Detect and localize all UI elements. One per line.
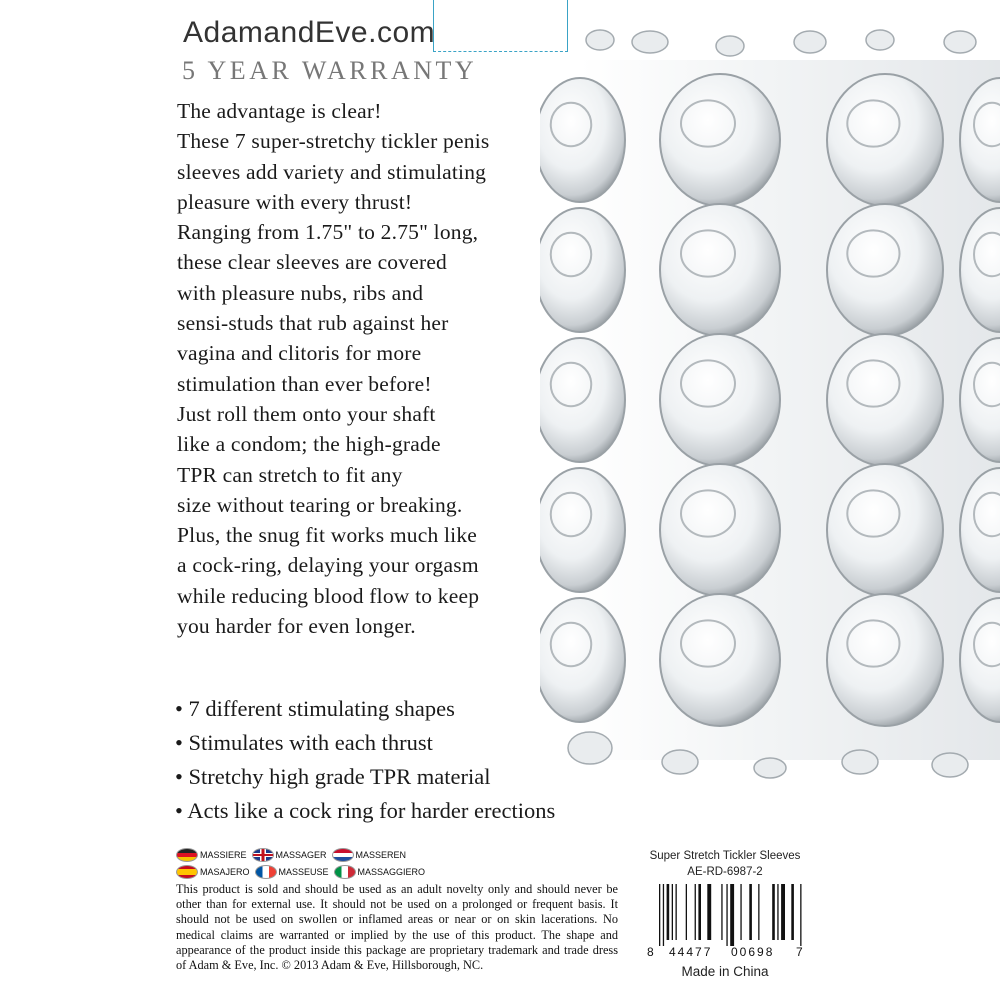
sleeve-nubs (540, 74, 1000, 726)
description-line: you harder for even longer. (177, 614, 416, 639)
description-line: Just roll them onto your shaft (177, 401, 436, 426)
description-line: TPR can stretch to fit any (177, 462, 403, 487)
description-line: while reducing blood flow to keep (177, 583, 480, 608)
country-of-origin: Made in China (681, 964, 769, 979)
brand-logo: AdamandEve.com (183, 16, 436, 49)
language-flags (176, 846, 456, 880)
barcode-bar (686, 884, 687, 940)
description-line: Ranging from 1.75" to 2.75" long, (177, 220, 479, 245)
language-item-english (252, 848, 327, 862)
legal-disclaimer: This product is sold and should be used as an adult novelty only and should never be other than for external use. It should not be used on a prolonged or frequent basis. It should not be used on swollen or inflamed areas or near or on skin lacerations. No medical claims are warranted or implied by the use of this product. The shape and appearance of the product inside this package are proprietary trademark and trade dress of Adam & Eve, Inc. © 2013 Adam & Eve, Hillsborough, NC. (176, 882, 618, 973)
description-line: pleasure with every thrust! (177, 189, 413, 214)
sleeve-nub (827, 464, 943, 596)
language-label: MASSAGER (275, 849, 327, 860)
barcode-bar (772, 884, 775, 940)
barcode-digit-last: 7 (796, 945, 803, 959)
description-line: stimulation than ever before! (177, 371, 432, 396)
barcode-bar (676, 884, 677, 940)
barcode-bar (698, 884, 701, 940)
sleeve-nub (660, 334, 780, 466)
description-line: like a condom; the high-grade (177, 432, 441, 457)
description-line: sensi-studs that rub against her (177, 311, 449, 336)
barcode-bar (791, 884, 794, 940)
barcode-bar (758, 884, 759, 940)
france-flag-icon (255, 865, 277, 879)
barcode-bar (663, 884, 664, 946)
sleeve-nub (827, 594, 943, 726)
barcode-bar (672, 884, 673, 940)
barcode-bar (749, 884, 752, 940)
product-photo (540, 20, 1000, 780)
barcode-bar (781, 884, 785, 940)
barcode-bar (777, 884, 778, 940)
language-label: MASSEUSE (278, 866, 329, 877)
barcode-bar (800, 884, 801, 946)
germany-flag-icon (176, 848, 198, 862)
language-item-spanish (176, 865, 250, 879)
language-label: MASSEREN (355, 849, 407, 860)
product-description (177, 96, 557, 641)
language-item-french (255, 865, 329, 879)
language-label: MASSIERE (200, 849, 247, 860)
sleeve-nub (660, 204, 780, 336)
spain-flag-icon (176, 865, 198, 879)
barcode-bar (721, 884, 722, 940)
description-line: vagina and clitoris for more (177, 341, 422, 366)
barcode-digits-left: 44477 (669, 945, 713, 959)
barcode-bar (740, 884, 741, 940)
feature-item: • 7 different stimulating shapes (175, 696, 455, 721)
netherlands-flag-icon (332, 848, 354, 862)
sleeve-nub (827, 74, 943, 206)
language-label: MASSAGGIERO (357, 866, 426, 877)
barcode-bar (659, 884, 660, 946)
description-line: These 7 super-stretchy tickler penis (177, 129, 490, 154)
language-item-german (176, 848, 247, 862)
description-line: sleeves add variety and stimulating (177, 159, 487, 184)
sleeve-nub (827, 204, 943, 336)
barcode-digits-right: 00698 (731, 945, 775, 959)
description-line: with pleasure nubs, ribs and (177, 280, 424, 305)
language-item-dutch (332, 848, 407, 862)
barcode-bar (695, 884, 696, 940)
barcode-bar (707, 884, 711, 940)
language-label: MASAJERO (200, 866, 250, 877)
sleeve-nub (660, 464, 780, 596)
barcode-bar (667, 884, 670, 940)
barcode-bar (726, 884, 727, 946)
product-label (630, 848, 820, 979)
description-line: a cock-ring, delaying your orgasm (177, 553, 479, 578)
barcode-digit-first: 8 (647, 945, 654, 959)
description-line: The advantage is clear! (177, 99, 382, 123)
product-name: Super Stretch Tickler Sleeves (649, 850, 801, 862)
sleeve-nub (660, 594, 780, 726)
sleeve-nub (660, 74, 780, 206)
barcode (645, 884, 805, 960)
sleeve-nub (827, 334, 943, 466)
italy-flag-icon (334, 865, 356, 879)
feature-item: • Stimulates with each thrust (175, 730, 433, 755)
description-line: these clear sleeves are covered (177, 250, 448, 275)
sku-code: AE-RD-6987-2 (687, 866, 763, 878)
barcode-bar (730, 884, 734, 946)
feature-list (175, 692, 555, 828)
feature-item: • Acts like a cock ring for harder erections (175, 798, 556, 823)
language-item-italian (334, 865, 426, 879)
description-line: size without tearing or breaking. (177, 492, 463, 517)
uk-flag-icon (252, 848, 274, 862)
warranty-title: 5 YEAR WARRANTY (182, 56, 478, 85)
feature-item: • Stretchy high grade TPR material (175, 764, 491, 789)
description-line: Plus, the snug fit works much like (177, 523, 478, 548)
